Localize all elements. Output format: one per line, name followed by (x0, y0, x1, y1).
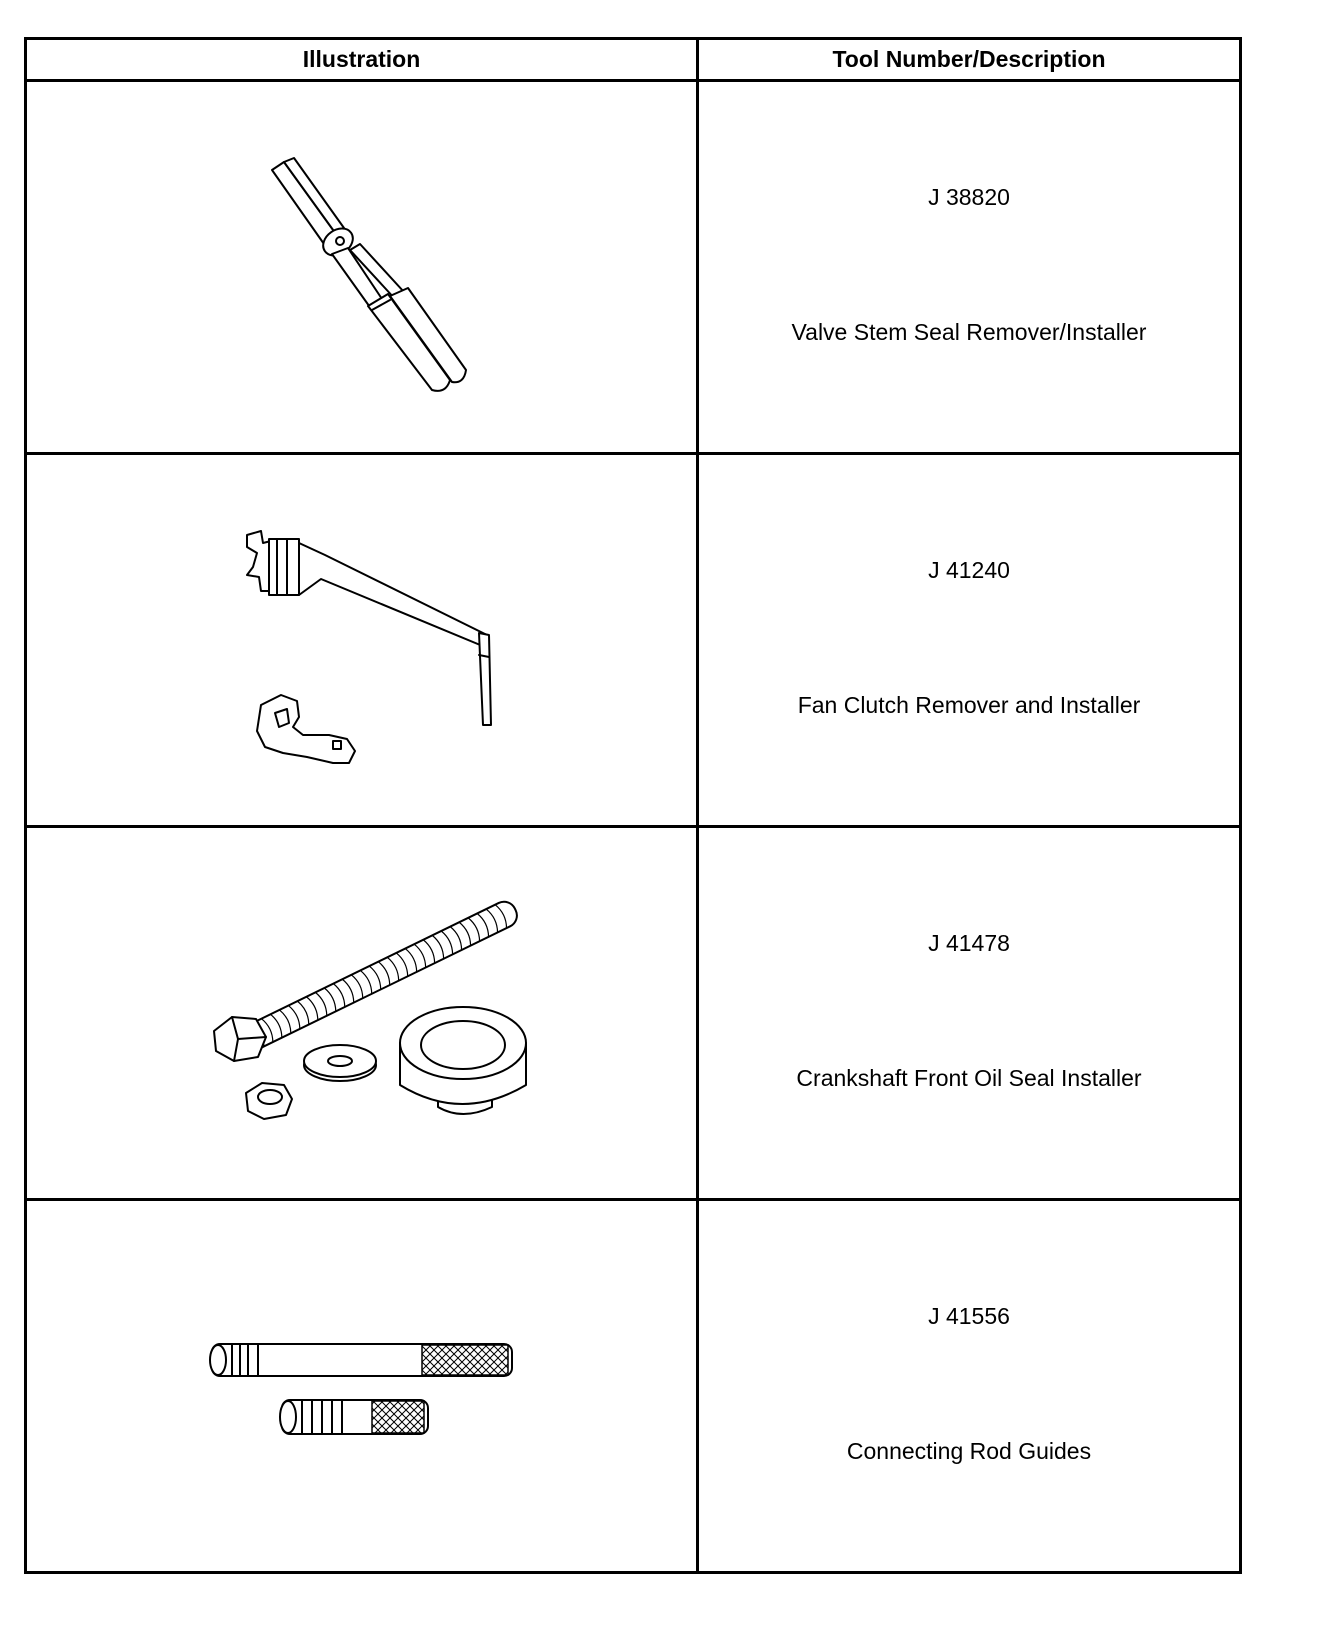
tool-number: J 41240 (928, 557, 1010, 583)
description-cell (698, 454, 1241, 827)
tool-description: Connecting Rod Guides (846, 1438, 1092, 1464)
tool-table (24, 37, 1242, 1574)
tool-number: J 41556 (928, 1303, 1010, 1329)
description-cell (698, 81, 1241, 454)
table-row (26, 827, 1241, 1200)
pliers-icon (232, 122, 492, 412)
description-cell (698, 1200, 1241, 1573)
illustration-cell (26, 1200, 698, 1573)
rod-guides-icon (202, 1326, 522, 1446)
illustration-cell (26, 454, 698, 827)
tool-number: J 41478 (928, 930, 1010, 956)
illustration-cell (26, 81, 698, 454)
tool-description: Valve Stem Seal Remover/Installer (791, 319, 1147, 345)
tool-description: Crankshaft Front Oil Seal Installer (796, 1065, 1142, 1091)
tool-number: J 38820 (928, 184, 1010, 210)
bolt-washer-nut-installer-icon (192, 893, 532, 1133)
tool-description: Fan Clutch Remover and Installer (797, 692, 1141, 718)
table-row (26, 1200, 1241, 1573)
description-cell (698, 827, 1241, 1200)
header-illustration: Illustration (26, 39, 698, 81)
table-row (26, 81, 1241, 454)
illustration-cell (26, 827, 698, 1200)
wrench-bar-icon (217, 495, 507, 785)
header-tool-number-description: Tool Number/Description (698, 39, 1241, 81)
table-row (26, 454, 1241, 827)
table-header-row (26, 39, 1241, 81)
